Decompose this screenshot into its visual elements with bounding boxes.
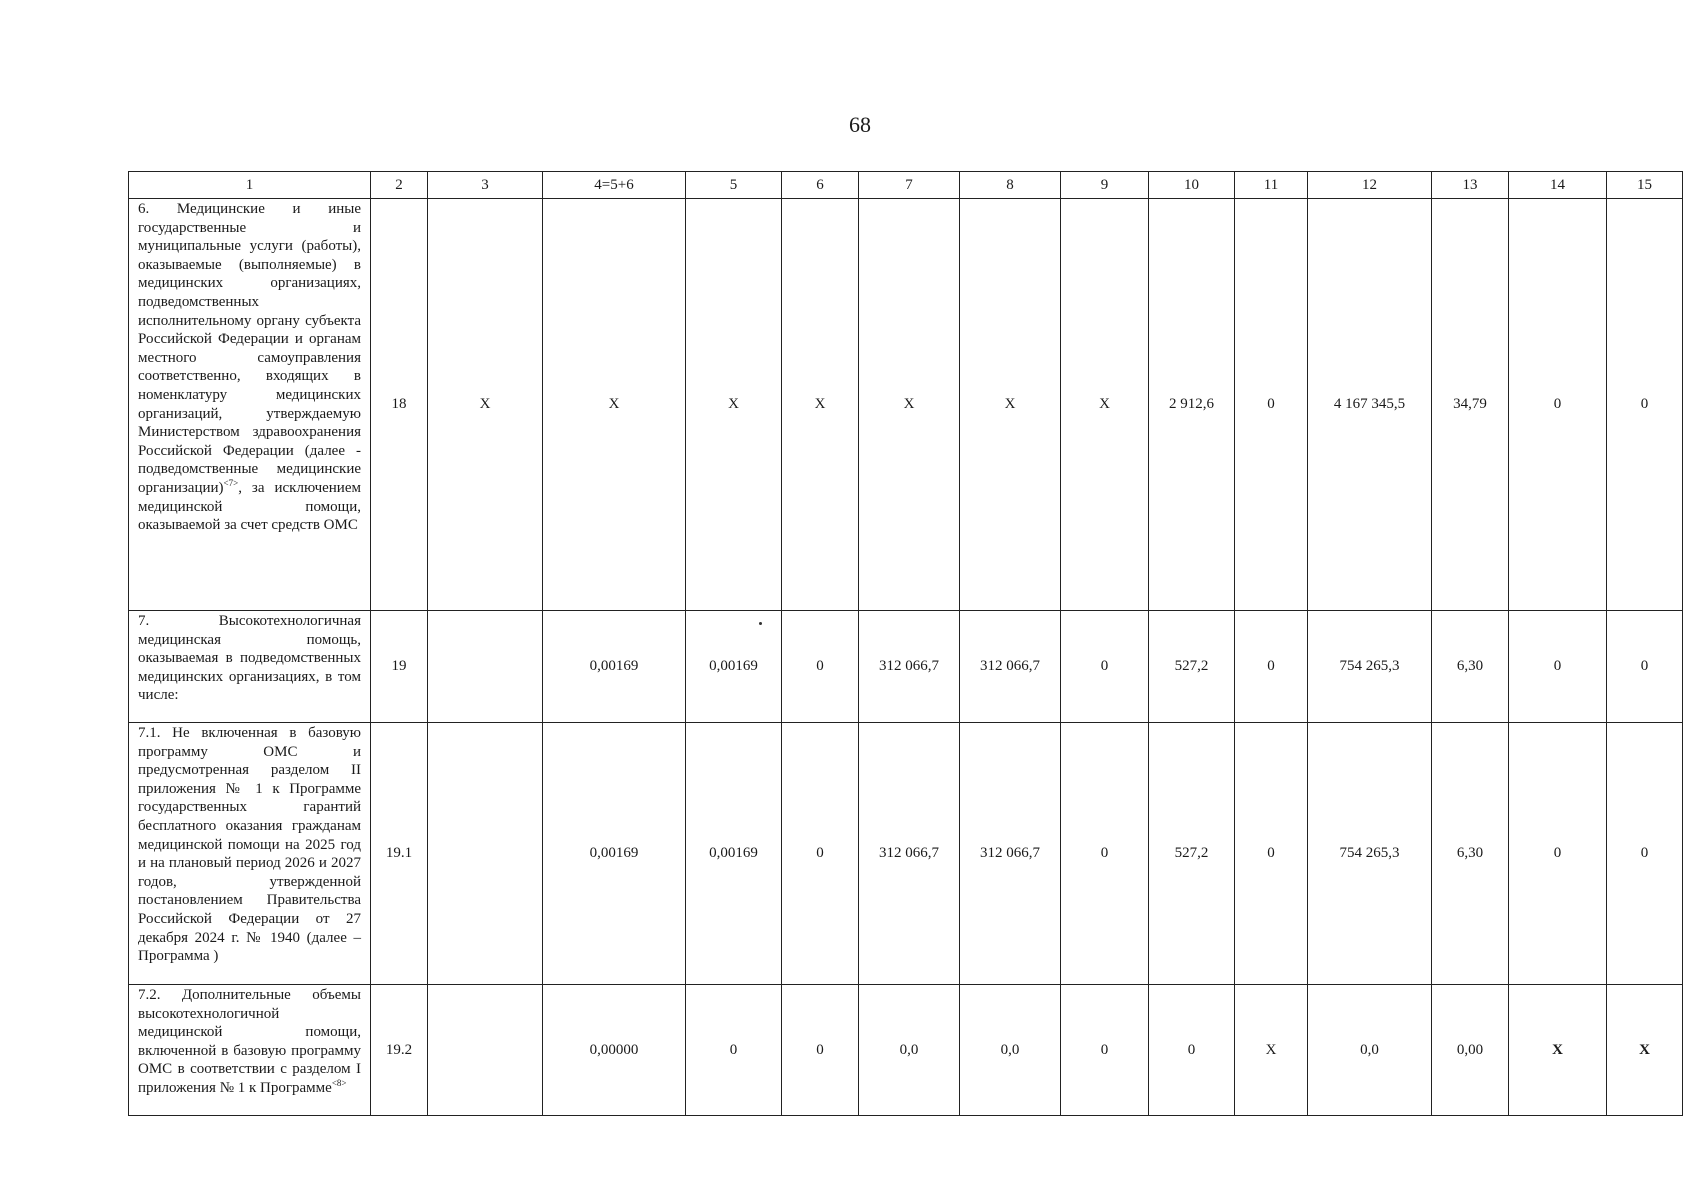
row-cell: 4 167 345,5 — [1308, 199, 1432, 611]
row-cell: X — [859, 199, 960, 611]
header-cell: 7 — [859, 172, 960, 199]
table-row — [129, 723, 1683, 985]
row-cell: 527,2 — [1149, 611, 1235, 723]
row-cell: 0 — [1061, 611, 1149, 723]
row-cell: X — [1509, 985, 1607, 1116]
header-cell: 3 — [428, 172, 543, 199]
row-cell: 0 — [1607, 723, 1683, 985]
row-cell: X — [1607, 985, 1683, 1116]
row-cell: 0,00169 — [543, 723, 686, 985]
header-cell: 6 — [782, 172, 859, 199]
row-cell: 6,30 — [1432, 723, 1509, 985]
row-description: 7.2. Дополнительные объемы высокотехнологичной медицинской помощи, включенной в базовую программу ОМС в соответствии с разделом I приложения № 1 к Программе$^{<8>}$ — [129, 985, 371, 1116]
row-cell: 0 — [1235, 611, 1308, 723]
row-cell: 0 — [1509, 723, 1607, 985]
table-row — [129, 985, 1683, 1116]
row-cell: 0 — [782, 985, 859, 1116]
header-cell: 13 — [1432, 172, 1509, 199]
row-description: 7.1. Не включенная в базовую программу ОМС и предусмотренная разделом II приложения № 1 к Программе государственных гарантий бесплатного оказания гражданам медицинской помощи на 2025 год и на плановый период 2026 и 2027 годов, утвержденной постановлением Правительства Российской Федерации от 27 декабря 2024 г. № 1940 (далее – Программа ) — [129, 723, 371, 985]
row-cell: 0 — [1607, 199, 1683, 611]
row-cell: 0,0 — [960, 985, 1061, 1116]
row-cell: 0 — [1061, 985, 1149, 1116]
header-cell: 11 — [1235, 172, 1308, 199]
row-cell: 0 — [1235, 723, 1308, 985]
header-cell: 8 — [960, 172, 1061, 199]
row-cell: X — [686, 199, 782, 611]
header-cell: 9 — [1061, 172, 1149, 199]
data-table — [128, 171, 1683, 1116]
header-cell: 2 — [371, 172, 428, 199]
header-cell: 5 — [686, 172, 782, 199]
row-cell — [428, 723, 543, 985]
row-cell: 6,30 — [1432, 611, 1509, 723]
header-cell: 10 — [1149, 172, 1235, 199]
row-cell: X — [543, 199, 686, 611]
row-cell: 754 265,3 — [1308, 723, 1432, 985]
row-cell: 34,79 — [1432, 199, 1509, 611]
row-cell: X — [960, 199, 1061, 611]
row-cell: 18 — [371, 199, 428, 611]
row-cell: 0,00 — [1432, 985, 1509, 1116]
row-cell: 0 — [1149, 985, 1235, 1116]
row-cell: 2 912,6 — [1149, 199, 1235, 611]
row-cell: 0 — [686, 985, 782, 1116]
row-cell: 0 — [1509, 611, 1607, 723]
header-cell: 1 — [129, 172, 371, 199]
header-cell: 14 — [1509, 172, 1607, 199]
row-cell: 0 — [1607, 611, 1683, 723]
header-cell: 4=5+6 — [543, 172, 686, 199]
row-cell: X — [782, 199, 859, 611]
header-row — [129, 172, 1683, 199]
row-cell: 312 066,7 — [960, 611, 1061, 723]
row-cell: 19.2 — [371, 985, 428, 1116]
row-cell — [428, 985, 543, 1116]
row-cell: 0 — [782, 611, 859, 723]
row-cell: 0,0 — [859, 985, 960, 1116]
row-cell: X — [1061, 199, 1149, 611]
row-cell: 0 — [1061, 723, 1149, 985]
row-cell: 0 — [1235, 199, 1308, 611]
page-number: 68 — [849, 112, 871, 137]
header-cell: 12 — [1308, 172, 1432, 199]
row-cell: 0,00169 — [543, 611, 686, 723]
row-cell: 0,00169 — [686, 723, 782, 985]
header-cell: 15 — [1607, 172, 1683, 199]
row-cell: X — [1235, 985, 1308, 1116]
row-cell: 312 066,7 — [859, 723, 960, 985]
row-cell: 0,00169 — [686, 611, 782, 723]
row-description: 7. Высокотехнологичная медицинская помощь, оказываемая в подведомственных медицинских организациях, в том числе: — [129, 611, 371, 723]
row-cell: 0 — [782, 723, 859, 985]
scan-speck — [759, 622, 762, 625]
row-cell: 527,2 — [1149, 723, 1235, 985]
row-cell: 0,00000 — [543, 985, 686, 1116]
row-cell: 754 265,3 — [1308, 611, 1432, 723]
row-cell: X — [428, 199, 543, 611]
row-cell: 0,0 — [1308, 985, 1432, 1116]
row-cell — [428, 611, 543, 723]
table-row — [129, 611, 1683, 723]
row-cell: 0 — [1509, 199, 1607, 611]
table-row — [129, 199, 1683, 611]
row-description: 6. Медицинские и иные государственные и муниципальные услуги (работы), оказываемые (выполняемые) в медицинских организациях, подведомственных исполнительному органу субъекта Российской Федерации и органам местного самоуправления соответственно, входящих в номенклатуру медицинских организаций, утверждаемую Министерством здравоохранения Российской Федерации (далее - подведомственные медицинские организации)$^{<7>}$, за исключением медицинской помощи, оказываемой за счет средств ОМС — [129, 199, 371, 611]
row-cell: 19 — [371, 611, 428, 723]
row-cell: 312 066,7 — [859, 611, 960, 723]
row-cell: 312 066,7 — [960, 723, 1061, 985]
row-cell: 19.1 — [371, 723, 428, 985]
